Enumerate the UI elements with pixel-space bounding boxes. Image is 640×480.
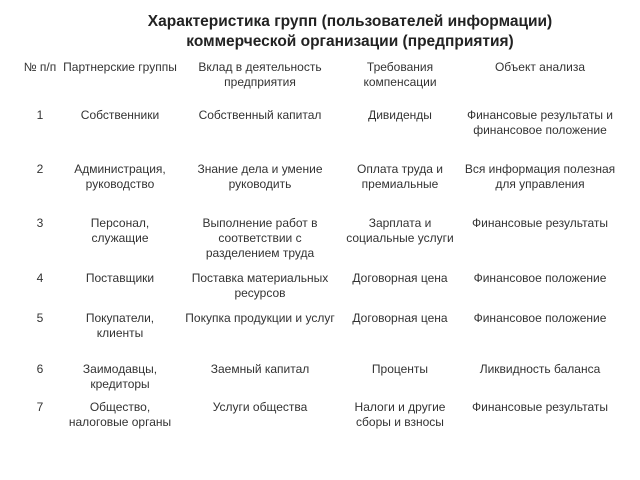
analysis-object: Финансовые результаты и финансовое положение: [466, 108, 613, 137]
analysis-object: Ликвидность баланса: [479, 362, 601, 376]
partner-group: Администрация, руководство: [74, 162, 166, 191]
analysis-object: Финансовые результаты: [472, 216, 608, 230]
row-number: 3: [36, 216, 44, 230]
partner-group: Покупатели, клиенты: [85, 311, 155, 340]
contribution: Заемный капитал: [210, 362, 310, 376]
table-header-row: [20, 60, 620, 108]
compensation: Дивиденды: [368, 108, 432, 122]
compensation: Оплата труда и премиальные: [357, 162, 443, 191]
contribution: Собственный капитал: [198, 108, 322, 122]
table-row: [20, 311, 620, 362]
contribution: Выполнение работ в соответствии с разделением труда: [202, 216, 318, 260]
partner-group: Персонал, служащие: [90, 216, 150, 245]
analysis-object: Финансовые результаты: [472, 400, 608, 414]
title-line-2: коммерческой организации (предприятия): [186, 33, 514, 50]
contribution: Услуги общества: [212, 400, 308, 414]
page-title: [60, 12, 640, 52]
table-row: [20, 271, 620, 311]
analysis-object: Вся информация полезная для управления: [464, 162, 616, 191]
compensation: Договорная цена: [352, 311, 448, 325]
partner-group: Собственники: [80, 108, 160, 122]
row-number: 2: [36, 162, 44, 176]
contribution: Знание дела и умение руководить: [197, 162, 323, 191]
title-line-1: Характеристика групп (пользователей информации): [147, 13, 553, 30]
header-analysis-object: Объект анализа: [494, 60, 586, 74]
compensation: Налоги и другие сборы и взносы: [354, 400, 446, 429]
partner-group: Заимодавцы, кредиторы: [82, 362, 158, 391]
row-number: 6: [36, 362, 44, 376]
header-partner-groups: Партнерские группы: [63, 60, 177, 74]
contribution: Покупка продукции и услуг: [185, 311, 335, 325]
table-row: [20, 216, 620, 271]
partner-group: Общество, налоговые органы: [68, 400, 172, 429]
compensation: Договорная цена: [352, 271, 448, 285]
table-row: [20, 362, 620, 400]
table-row: [20, 108, 620, 162]
row-number: 7: [36, 400, 44, 414]
header-number: № п/п: [23, 60, 57, 74]
analysis-object: Финансовое положение: [473, 271, 607, 285]
row-number: 5: [36, 311, 44, 325]
row-number: 4: [36, 271, 44, 285]
contribution: Поставка материальных ресурсов: [191, 271, 329, 300]
analysis-object: Финансовое положение: [473, 311, 607, 325]
table-row: [20, 162, 620, 216]
header-compensation: Требования компенсации: [363, 60, 437, 89]
row-number: 1: [36, 108, 44, 122]
header-contribution: Вклад в деятельность предприятия: [198, 60, 322, 89]
compensation: Проценты: [371, 362, 429, 376]
table-row: [20, 400, 620, 450]
partner-groups-table: [20, 60, 620, 450]
compensation: Зарплата и социальные услуги: [346, 216, 454, 245]
partner-group: Поставщики: [85, 271, 155, 285]
